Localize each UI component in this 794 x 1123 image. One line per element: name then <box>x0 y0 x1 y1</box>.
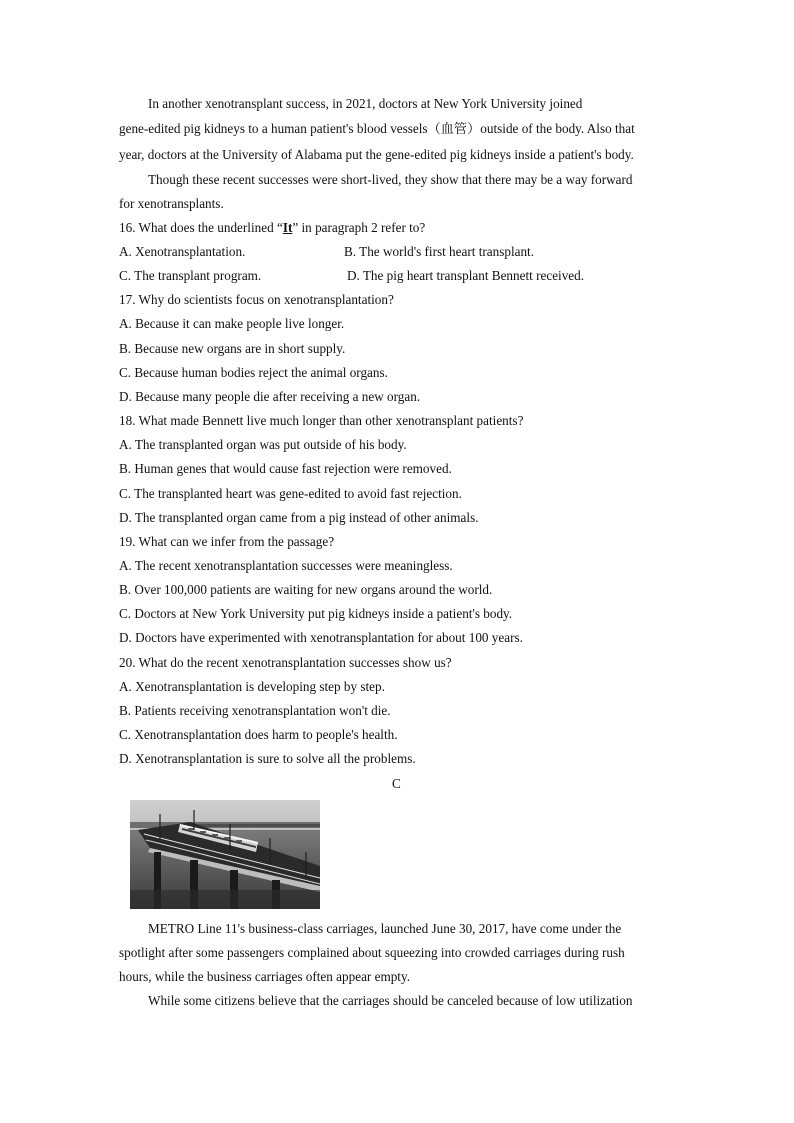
passage-line: for xenotransplants. <box>119 196 224 211</box>
q16-option-a: A. Xenotransplantation. <box>119 244 246 259</box>
q17-option-a: A. Because it can make people live longer. <box>119 316 345 331</box>
passage-line: METRO Line 11's business-class carriages, launched June 30, 2017, have come under the <box>148 921 622 936</box>
question-16-stem <box>119 220 425 236</box>
passage-line: In another xenotransplant success, in 2021, doctors at New York University joined <box>148 96 583 111</box>
q16-option-d: D. The pig heart transplant Bennett received. <box>347 268 585 283</box>
q20-option-d: D. Xenotransplantation is sure to solve all the problems. <box>119 751 416 766</box>
passage-line: year, doctors at the University of Alabama put the gene-edited pig kidneys inside a patient's body. <box>119 147 634 162</box>
q18-option-c: C. The transplanted heart was gene-edited to avoid fast rejection. <box>119 486 462 501</box>
passage-line: gene-edited pig kidneys to a human patient's blood vessels（血管）outside of the body. Also that <box>119 121 635 136</box>
q16-option-c: C. The transplant program. <box>119 268 262 283</box>
q16-option-b: B. The world's first heart transplant. <box>344 244 535 259</box>
passage-line: hours, while the business carriages often appear empty. <box>119 969 411 984</box>
q17-option-d: D. Because many people die after receiving a new organ. <box>119 389 421 404</box>
q18-option-a: A. The transplanted organ was put outside of his body. <box>119 437 407 452</box>
question-17-stem: 17. Why do scientists focus on xenotransplantation? <box>119 292 394 307</box>
passage-line: spotlight after some passengers complained about squeezing into crowded carriages during rush <box>119 945 625 960</box>
question-18-stem: 18. What made Bennett live much longer than other xenotransplant patients? <box>119 413 524 428</box>
q20-option-a: A. Xenotransplantation is developing step by step. <box>119 679 385 694</box>
stem-text: 16. What does the underlined “ <box>119 220 283 235</box>
q19-option-d: D. Doctors have experimented with xenotransplantation for about 100 years. <box>119 630 523 645</box>
passage-line: While some citizens believe that the carriages should be canceled because of low utilization <box>148 993 633 1008</box>
stem-text: ” in paragraph 2 refer to? <box>292 220 426 235</box>
q19-option-a: A. The recent xenotransplantation successes were meaningless. <box>119 558 453 573</box>
q19-option-c: C. Doctors at New York University put pig kidneys inside a patient's body. <box>119 606 513 621</box>
q17-option-b: B. Because new organs are in short supply. <box>119 341 346 356</box>
q19-option-b: B. Over 100,000 patients are waiting for new organs around the world. <box>119 582 493 597</box>
metro-train-photo <box>130 800 320 909</box>
underlined-word: It <box>282 220 293 235</box>
q18-option-b: B. Human genes that would cause fast rejection were removed. <box>119 461 452 476</box>
q20-option-c: C. Xenotransplantation does harm to people's health. <box>119 727 398 742</box>
q18-option-d: D. The transplanted organ came from a pig instead of other animals. <box>119 510 479 525</box>
question-19-stem: 19. What can we infer from the passage? <box>119 534 335 549</box>
q17-option-c: C. Because human bodies reject the animal organs. <box>119 365 388 380</box>
section-heading: C <box>392 776 401 791</box>
question-20-stem: 20. What do the recent xenotransplantation successes show us? <box>119 655 452 670</box>
q20-option-b: B. Patients receiving xenotransplantation won't die. <box>119 703 391 718</box>
passage-line: Though these recent successes were short-lived, they show that there may be a way forward <box>148 172 633 187</box>
